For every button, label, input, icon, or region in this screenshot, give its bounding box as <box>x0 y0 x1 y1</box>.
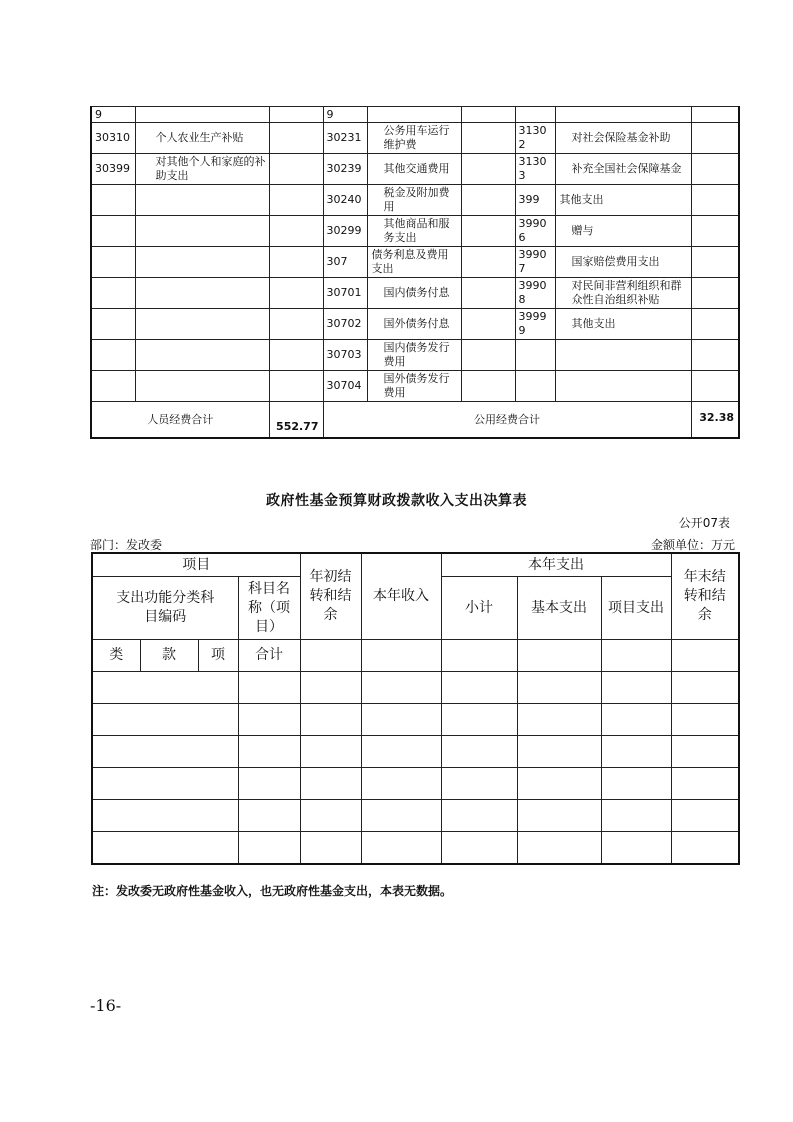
cell <box>601 640 671 672</box>
header-basic-expense: 基本支出 <box>517 577 601 640</box>
cell <box>361 736 441 768</box>
cell <box>517 768 601 800</box>
table-row <box>92 832 739 865</box>
code-b: 30702 <box>323 309 367 340</box>
name-c: 其他支出 <box>555 185 691 216</box>
cell <box>671 736 739 768</box>
table-row <box>92 800 739 832</box>
table-row <box>91 154 739 185</box>
amount-b <box>461 107 515 123</box>
name-b: 税金及附加费用 <box>367 185 461 216</box>
code-c: 31302 <box>515 123 555 154</box>
cell <box>441 704 517 736</box>
header-xiang: 项 <box>198 640 238 672</box>
table-row <box>91 216 739 247</box>
table-row <box>91 340 739 371</box>
amount-b <box>461 371 515 402</box>
cell <box>517 800 601 832</box>
code-b: 307 <box>323 247 367 278</box>
code-a <box>91 309 135 340</box>
header-project-expense: 项目支出 <box>601 577 671 640</box>
amount-c <box>691 107 739 123</box>
code-c: 39907 <box>515 247 555 278</box>
cell <box>517 704 601 736</box>
table-row <box>91 309 739 340</box>
fund-table-title: 政府性基金预算财政拨款收入支出决算表 <box>266 493 527 509</box>
cell <box>238 704 300 736</box>
cell <box>238 800 300 832</box>
code-b: 30299 <box>323 216 367 247</box>
func-code-cell <box>92 704 238 736</box>
amount-c <box>691 185 739 216</box>
cell <box>517 672 601 704</box>
code-b: 30239 <box>323 154 367 185</box>
cell <box>238 768 300 800</box>
table-row <box>92 704 739 736</box>
code-a: 30399 <box>91 154 135 185</box>
cell <box>517 736 601 768</box>
code-b: 30701 <box>323 278 367 309</box>
cell <box>361 800 441 832</box>
code-a: 9 <box>91 107 135 123</box>
public-total-value: 32.38 <box>691 402 739 439</box>
name-a <box>135 371 269 402</box>
header-row-1 <box>92 553 739 577</box>
cell <box>361 832 441 865</box>
name-a <box>135 185 269 216</box>
amount-c <box>691 278 739 309</box>
cell <box>441 800 517 832</box>
name-b: 其他商品和服务支出 <box>367 216 461 247</box>
amount-b <box>461 216 515 247</box>
form-number: 公开07表 <box>678 516 730 530</box>
code-b: 30704 <box>323 371 367 402</box>
table-row <box>91 247 739 278</box>
cell <box>361 672 441 704</box>
cell <box>671 768 739 800</box>
name-a: 对其他个人和家庭的补助支出 <box>135 154 269 185</box>
cell <box>238 672 300 704</box>
name-a <box>135 216 269 247</box>
code-c: 39999 <box>515 309 555 340</box>
amount-b <box>461 247 515 278</box>
cell <box>300 768 361 800</box>
header-project: 项目 <box>92 553 300 577</box>
code-c <box>515 371 555 402</box>
code-a: 30310 <box>91 123 135 154</box>
code-a <box>91 340 135 371</box>
name-b: 国内债务发行费用 <box>367 340 461 371</box>
cell <box>601 832 671 865</box>
amount-c <box>691 123 739 154</box>
cell <box>361 704 441 736</box>
amount-c <box>691 154 739 185</box>
code-c: 39908 <box>515 278 555 309</box>
amount-a <box>269 107 323 123</box>
amount-c <box>691 309 739 340</box>
code-c <box>515 340 555 371</box>
amount-a <box>269 185 323 216</box>
name-a: 个人农业生产补贴 <box>135 123 269 154</box>
name-a <box>135 278 269 309</box>
table-row <box>91 107 739 123</box>
cell <box>601 736 671 768</box>
code-c: 39906 <box>515 216 555 247</box>
name-b: 国外债务付息 <box>367 309 461 340</box>
amount-a <box>269 371 323 402</box>
name-b: 其他交通费用 <box>367 154 461 185</box>
header-lei: 类 <box>92 640 140 672</box>
amount-b <box>461 309 515 340</box>
table-row <box>92 672 739 704</box>
header-expense: 本年支出 <box>441 553 671 577</box>
func-code-cell <box>92 800 238 832</box>
cell <box>517 832 601 865</box>
cell <box>517 640 601 672</box>
cell <box>238 736 300 768</box>
name-a <box>135 309 269 340</box>
cell <box>300 640 361 672</box>
code-a <box>91 216 135 247</box>
name-c <box>555 340 691 371</box>
cell <box>300 800 361 832</box>
name-c: 对民间非营利组织和群众性自治组织补贴 <box>555 278 691 309</box>
func-code-cell <box>92 832 238 865</box>
amount-a <box>269 340 323 371</box>
name-c <box>555 371 691 402</box>
cell <box>601 704 671 736</box>
header-total: 合计 <box>238 640 300 672</box>
header-begin-balance: 年初结转和结余 <box>300 553 361 640</box>
table-note: 注：发改委无政府性基金收入，也无政府性基金支出，本表无数据。 <box>92 884 453 898</box>
amount-c <box>691 340 739 371</box>
name-c: 国家赔偿费用支出 <box>555 247 691 278</box>
cell <box>601 768 671 800</box>
header-subject-name: 科目名称（项目） <box>238 577 300 640</box>
header-subtotal: 小计 <box>441 577 517 640</box>
code-c <box>515 107 555 123</box>
amount-c <box>691 216 739 247</box>
table-row <box>91 371 739 402</box>
table-row <box>91 278 739 309</box>
cell <box>238 832 300 865</box>
cell <box>300 736 361 768</box>
public-total-label: 公用经费合计 <box>323 402 691 439</box>
cell <box>300 672 361 704</box>
table-row <box>92 768 739 800</box>
personnel-total-value: 552.77 <box>269 402 323 439</box>
code-c: 31303 <box>515 154 555 185</box>
code-a <box>91 247 135 278</box>
amount-unit-label: 金额单位：万元 <box>650 538 735 552</box>
government-fund-table <box>91 552 740 865</box>
cell <box>441 768 517 800</box>
amount-b <box>461 185 515 216</box>
cell <box>441 832 517 865</box>
name-a <box>135 107 269 123</box>
expense-detail-table <box>90 106 740 439</box>
table-row <box>92 736 739 768</box>
code-a <box>91 185 135 216</box>
page-number: -16- <box>90 996 122 1015</box>
cell <box>361 640 441 672</box>
department-label: 部门：发改委 <box>90 538 163 552</box>
cell <box>671 640 739 672</box>
cell <box>300 704 361 736</box>
name-c: 对社会保险基金补助 <box>555 123 691 154</box>
code-a <box>91 371 135 402</box>
personnel-total-label: 人员经费合计 <box>91 402 269 439</box>
name-b: 国内债务付息 <box>367 278 461 309</box>
func-code-cell <box>92 768 238 800</box>
amount-a <box>269 154 323 185</box>
amount-c <box>691 247 739 278</box>
name-b: 公务用车运行维护费 <box>367 123 461 154</box>
header-func-code: 支出功能分类科目编码 <box>92 577 238 640</box>
name-c: 赠与 <box>555 216 691 247</box>
name-b: 债务利息及费用支出 <box>367 247 461 278</box>
amount-b <box>461 278 515 309</box>
cell <box>361 768 441 800</box>
amount-b <box>461 154 515 185</box>
total-row <box>91 402 739 439</box>
code-b: 9 <box>323 107 367 123</box>
cell <box>441 640 517 672</box>
header-row-3 <box>92 640 739 672</box>
amount-a <box>269 247 323 278</box>
amount-a <box>269 278 323 309</box>
cell <box>671 800 739 832</box>
name-c: 其他支出 <box>555 309 691 340</box>
table-row <box>91 185 739 216</box>
code-c: 399 <box>515 185 555 216</box>
cell <box>671 704 739 736</box>
code-b: 30231 <box>323 123 367 154</box>
name-a <box>135 247 269 278</box>
func-code-cell <box>92 736 238 768</box>
name-a <box>135 340 269 371</box>
cell <box>601 800 671 832</box>
cell <box>300 832 361 865</box>
cell <box>441 672 517 704</box>
cell <box>601 672 671 704</box>
name-c <box>555 107 691 123</box>
name-b <box>367 107 461 123</box>
code-b: 30703 <box>323 340 367 371</box>
amount-b <box>461 340 515 371</box>
table-row <box>91 123 739 154</box>
cell <box>671 672 739 704</box>
code-b: 30240 <box>323 185 367 216</box>
header-end-balance: 年末结转和结余 <box>671 553 739 640</box>
header-kuan: 款 <box>140 640 198 672</box>
amount-c <box>691 371 739 402</box>
name-c: 补充全国社会保障基金 <box>555 154 691 185</box>
code-a <box>91 278 135 309</box>
cell <box>441 736 517 768</box>
amount-b <box>461 123 515 154</box>
name-b: 国外债务发行费用 <box>367 371 461 402</box>
amount-a <box>269 309 323 340</box>
amount-a <box>269 123 323 154</box>
amount-a <box>269 216 323 247</box>
func-code-cell <box>92 672 238 704</box>
header-income: 本年收入 <box>361 553 441 640</box>
cell <box>671 832 739 865</box>
